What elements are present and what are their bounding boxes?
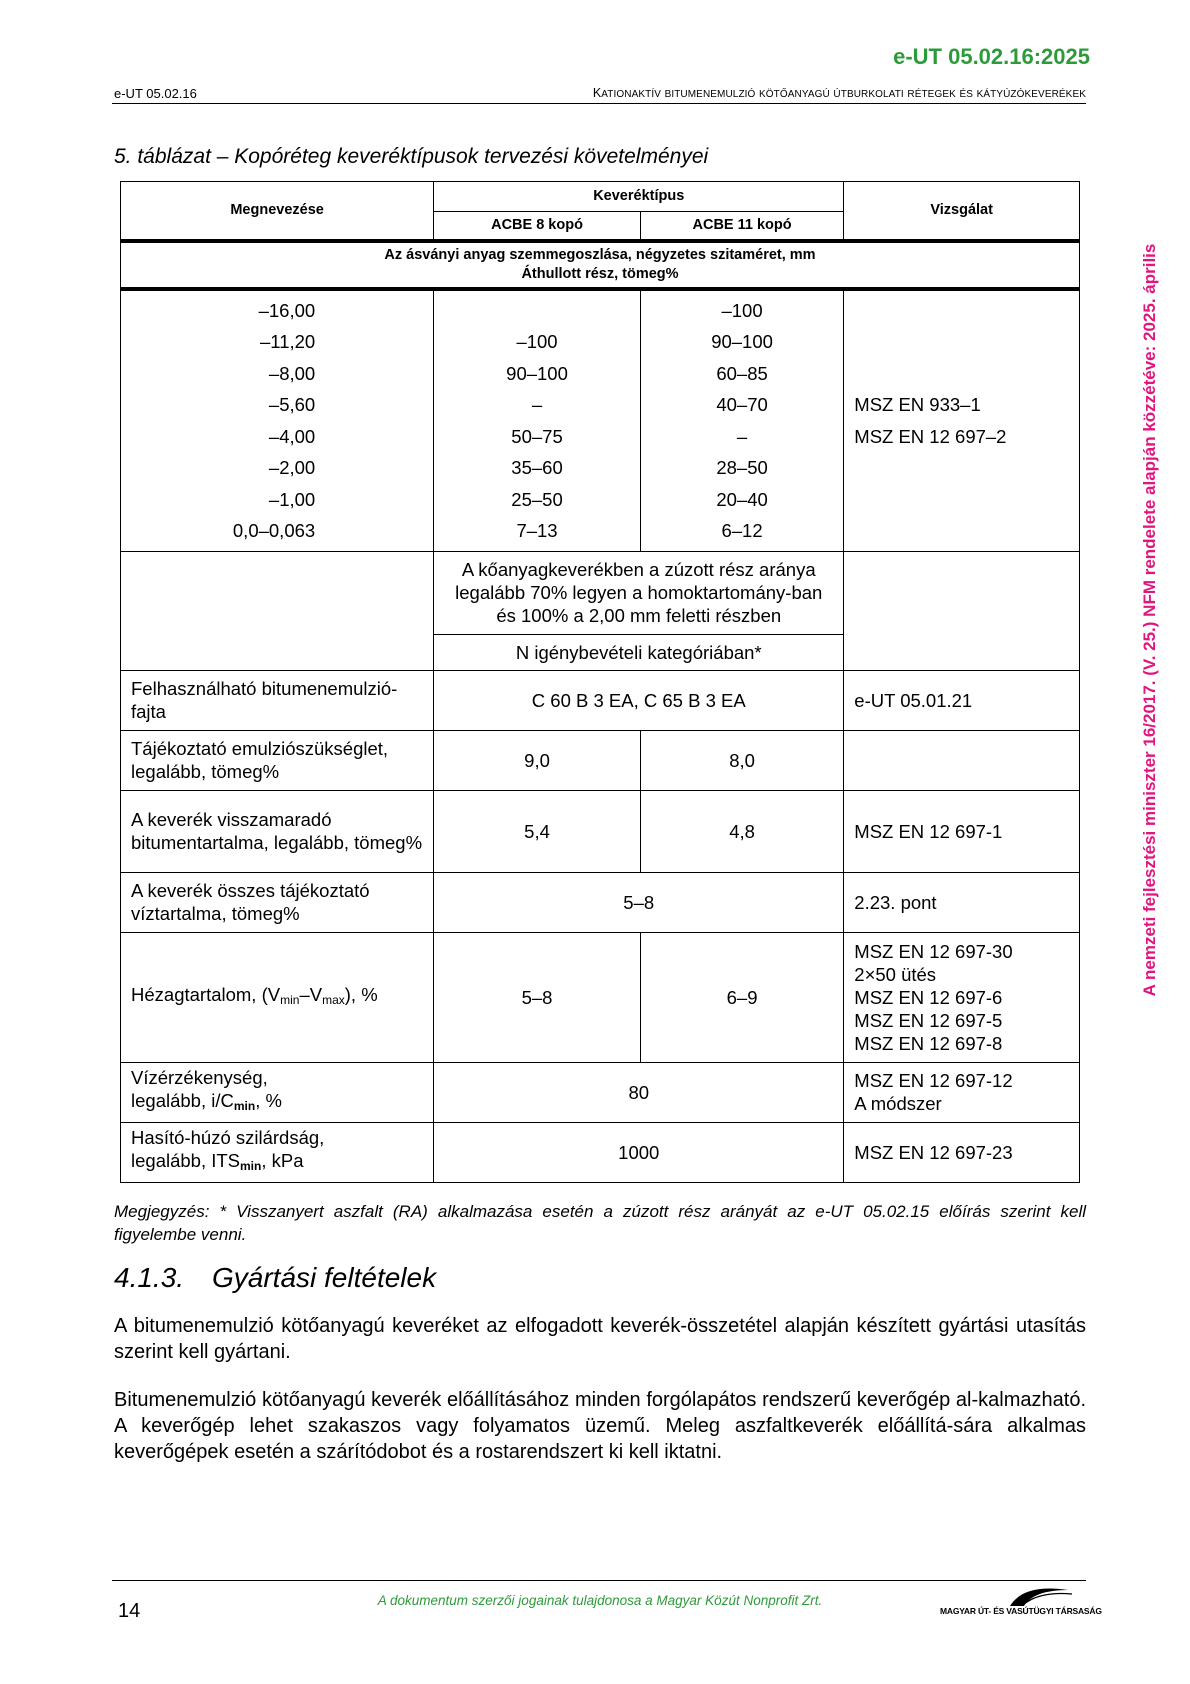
footer-rule — [112, 1580, 1086, 1581]
section-heading — [114, 1262, 436, 1294]
table-note: Megjegyzés: * Visszanyert aszfalt (RA) alkalmazása esetén a zúzott rész arányát az e-UT 05.02.15 előírás szerint kell figyelembe venni. — [114, 1202, 1086, 1244]
emulsion-need-test — [844, 730, 1080, 790]
sieve-value: 90–100 — [711, 331, 773, 352]
water-content-test: 2.23. pont — [844, 872, 1080, 932]
sieve-value: – — [531, 394, 543, 415]
sieve-size: –5,60 — [268, 394, 316, 415]
col-header-test: Vizsgálat — [844, 182, 1080, 241]
paragraph: A bitumenemulzió kötőanyagú keveréket az elfogadott keverék-összetétel alapján készített gyártási utasítás szerint kell gyártani. — [114, 1315, 1086, 1363]
sieve-test: MSZ EN 933–1 — [854, 394, 981, 415]
emulsion-need-label: Tájékoztató emulziószükséglet, legalább, tömeg% — [121, 730, 434, 790]
sieve-value: 90–100 — [506, 362, 568, 384]
header-rule — [112, 103, 1086, 104]
header-title: KATIONAKTÍV BITUMENEMULZIÓ KÖTŐANYAGÚ ÚTBURKOLATI RÉTEGEK ÉS KÁTYÚZÓKEVERÉKEK — [592, 86, 1086, 100]
binder-content-acbe8: 5,4 — [434, 790, 641, 872]
sieve-value: 28–50 — [716, 457, 768, 478]
sieve-size: –16,00 — [258, 299, 316, 321]
sieve-value: – — [736, 425, 748, 447]
emulsion-type-test: e-UT 05.01.21 — [844, 670, 1080, 730]
sieve-size: –1,00 — [268, 488, 316, 510]
sieve-value — [444, 295, 630, 327]
sieve-value: 7–13 — [516, 520, 558, 541]
col-header-acbe8: ACBE 8 kopó — [434, 212, 641, 241]
col-header-mix-type: Keveréktípus — [434, 182, 844, 212]
sieve-size: 0,0–0,063 — [232, 520, 316, 541]
paragraph: Bitumenemulzió kötőanyagú keverék előállításához minden forgólapátos rendszerű keverőgép al-kalmazható. A keverőgép lehet szakaszos vagy folyamatos üzemű. Meleg aszfaltkeverék előállítá-sára alkalmas keverőgépek esetén a szárítódobot és a rostarendszert ki kell iktatni. — [114, 1389, 1086, 1463]
sieve-value: 40–70 — [716, 394, 768, 415]
sieve-acbe8-column — [434, 289, 641, 552]
logo-text: MAGYAR ÚT- ÉS VASÚTÜGYI TÁRSASÁG — [940, 1606, 1102, 1616]
sieve-value: 20–40 — [716, 488, 768, 510]
copyright-notice: A dokumentum szerzői jogainak tulajdonosa a Magyar Közút Nonprofit Zrt. — [377, 1593, 823, 1608]
sieve-size: –8,00 — [268, 362, 316, 384]
society-logo — [940, 1584, 1102, 1618]
water-sensitivity-label: Vízérzékenység, legalább, $i/C_{min}$, % — [121, 1062, 434, 1122]
sieve-value: 50–75 — [511, 425, 563, 447]
publication-side-note: A nemzeti fejlesztési miniszter 16/2017. (V. 25.) NFM rendelete alapján közzétéve: 2025. április — [1140, 243, 1159, 997]
blank-cell — [844, 551, 1080, 670]
void-content-acbe11: 6–9 — [640, 932, 843, 1062]
emulsion-need-acbe11: 8,0 — [640, 730, 843, 790]
water-sensitivity-value: 80 — [434, 1062, 844, 1122]
its-test: MSZ EN 12 697-23 — [844, 1122, 1080, 1182]
crushed-ratio-note: A kőanyagkeverékben a zúzott rész aránya legalább 70% legyen a homoktartomány-ban és 100% a 2,00 mm feletti részben — [434, 551, 844, 634]
sieve-value: –100 — [516, 331, 558, 352]
blank-cell — [121, 551, 434, 670]
sieve-value: 60–85 — [716, 362, 768, 384]
section-title: Gyártási feltételek — [212, 1262, 437, 1293]
its-label: Hasító-húzó szilárdság, legalább, $ITS_{min}$, kPa — [121, 1122, 434, 1182]
sieve-size: –2,00 — [268, 457, 316, 478]
section-number: 4.1.3. — [114, 1262, 185, 1293]
void-content-label: Hézagtartalom, $(V_{min}-V_{max})$, % — [121, 932, 434, 1062]
table-caption: 5. táblázat – Kopóréteg keveréktípusok tervezési követelményei — [114, 145, 709, 168]
page-number: 14 — [118, 1600, 141, 1622]
water-sensitivity-test: MSZ EN 12 697-12 A módszer — [844, 1062, 1080, 1122]
binder-content-test: MSZ EN 12 697-1 — [844, 790, 1080, 872]
sieve-value: 35–60 — [511, 457, 563, 478]
void-content-tests: MSZ EN 12 697-30 2×50 ütés MSZ EN 12 697-6 MSZ EN 12 697-5 MSZ EN 12 697-8 — [844, 932, 1080, 1062]
water-content-label: A keverék összes tájékoztató víztartalma, tömeg% — [121, 872, 434, 932]
category-note: N igénybevételi kategóriában* — [434, 634, 844, 670]
emulsion-type-label: Felhasználható bitumenemulzió-fajta — [121, 670, 434, 730]
sieve-test: MSZ EN 12 697–2 — [854, 425, 1007, 447]
sieve-value: 6–12 — [721, 520, 763, 541]
sieve-value: –100 — [721, 299, 763, 321]
binder-content-label: A keverék visszamaradó bitumentartalma, legalább, tömeg% — [121, 790, 434, 872]
binder-content-acbe11: 4,8 — [640, 790, 843, 872]
logo-swoosh-icon — [940, 1584, 1085, 1608]
emulsion-need-acbe8: 9,0 — [434, 730, 641, 790]
sieve-size: –4,00 — [268, 425, 316, 447]
sieve-size: –11,20 — [259, 331, 316, 352]
emulsion-type-value: C 60 B 3 EA, C 65 B 3 EA — [434, 670, 844, 730]
sieve-value: 25–50 — [511, 488, 563, 510]
requirements-table — [120, 181, 1080, 1183]
header-left: e-UT 05.02.16 — [114, 86, 197, 101]
document-code: e-UT 05.02.16:2025 — [893, 44, 1090, 69]
col-header-acbe11: ACBE 11 kopó — [640, 212, 843, 241]
its-value: 1000 — [434, 1122, 844, 1182]
void-content-acbe8: 5–8 — [434, 932, 641, 1062]
water-content-value: 5–8 — [434, 872, 844, 932]
sieve-size-column — [121, 289, 434, 552]
sieve-test-column — [844, 289, 1080, 552]
sieve-acbe11-column — [640, 289, 843, 552]
sieve-section-header: Az ásványi anyag szemmegoszlása, négyzetes szitaméret, mm Áthullott rész, tömeg% — [121, 241, 1080, 289]
col-header-name: Megnevezése — [121, 182, 434, 241]
